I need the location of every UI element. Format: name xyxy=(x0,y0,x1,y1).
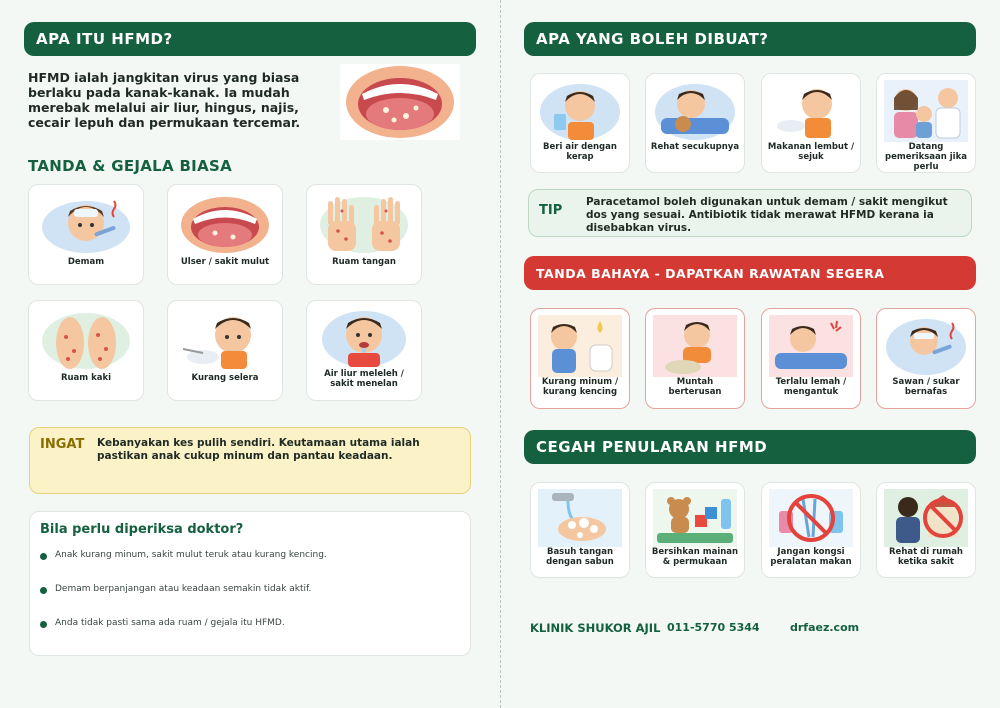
danger-card-vomiting xyxy=(645,308,745,409)
prevent-card-no-sharing xyxy=(761,482,861,578)
sign-card-appetite xyxy=(167,300,283,401)
lethargy-icon xyxy=(769,315,853,377)
danger-signs-title: TANDA BAHAYA - DAPATKAN RAWATAN SEGERA xyxy=(536,265,885,281)
prevent-card-stay-home xyxy=(876,482,976,578)
do-card-soft-food xyxy=(761,73,861,173)
signs-title: TANDA & GEJALA BIASA xyxy=(28,157,232,175)
bullet-icon xyxy=(40,587,47,594)
hand-rash-icon xyxy=(316,191,412,257)
see-doctor-list xyxy=(40,550,327,652)
sign-card-mouth xyxy=(167,184,283,285)
what-is-hfmd-title: APA ITU HFMD? xyxy=(36,30,173,48)
do-label: Makanan lembut / sejuk xyxy=(767,142,855,162)
handwash-icon xyxy=(538,489,622,547)
bullet-icon xyxy=(40,621,47,628)
sign-label: Ulser / sakit mulut xyxy=(180,257,270,267)
prevent-card-clean-toys xyxy=(645,482,745,578)
rest-icon xyxy=(653,80,737,142)
danger-card-seizure xyxy=(876,308,976,409)
page-divider xyxy=(500,0,501,708)
clinic-website: drfaez.com xyxy=(790,621,860,634)
clinic-name: KLINIK SHUKOR AJIL xyxy=(530,621,661,635)
prevent-label: Basuh tangan dengan sabun xyxy=(546,547,614,567)
bullet-icon xyxy=(40,553,47,560)
doctor-visit-icon xyxy=(884,80,968,142)
prevent-label: Bersihkan mainan & permukaan xyxy=(651,547,739,567)
remember-text: Kebanyakan kes pulih sendiri. Keutamaan utama ialah pastikan anak cukup minum dan pantau keadaan. xyxy=(97,437,420,462)
sign-label: Ruam kaki xyxy=(60,373,112,383)
sign-card-hand-rash xyxy=(306,184,422,285)
what-to-do-title: APA YANG BOLEH DIBUAT? xyxy=(536,30,769,48)
see-doctor-box xyxy=(29,511,471,656)
danger-label: Kurang minum / kurang kencing xyxy=(541,377,619,397)
vomiting-icon xyxy=(653,315,737,377)
sign-card-foot-rash xyxy=(28,300,144,401)
list-item: Demam berpanjangan atau keadaan semakin tidak aktif. xyxy=(40,584,327,618)
do-label: Rehat secukupnya xyxy=(650,142,740,152)
sign-label: Ruam tangan xyxy=(332,257,396,267)
do-card-rest xyxy=(645,73,745,173)
clinic-phone: 011-5770 5344 xyxy=(667,621,760,634)
do-label: Datang pemeriksaan jika perlu xyxy=(885,142,967,172)
drink-water-icon xyxy=(538,80,622,142)
prevent-label: Rehat di rumah ketika sakit xyxy=(889,547,963,567)
danger-card-lethargy xyxy=(761,308,861,409)
no-sharing-utensils-icon xyxy=(769,489,853,547)
tip-tag: TIP xyxy=(539,203,563,218)
do-card-doctor xyxy=(876,73,976,173)
danger-label: Sawan / sukar bernafas xyxy=(892,377,960,397)
sign-card-drooling xyxy=(306,300,422,401)
list-item: Anda tidak pasti sama ada ruam / gejala itu HFMD. xyxy=(40,618,327,652)
mouth-ulcer-icon xyxy=(177,191,273,257)
intro-text: HFMD ialah jangkitan virus yang biasa berlaku pada kanak-kanak. Ia mudah merebak melalui air liur, hingus, najis, cecair lepuh dan permukaan tercemar. xyxy=(28,70,301,130)
do-label: Beri air dengan kerap xyxy=(543,142,617,162)
tip-text: Paracetamol boleh digunakan untuk demam / sakit mengikut dos yang sesuai. Antibiotik tidak merawat HFMD kerana ia disebabkan virus. xyxy=(586,196,948,234)
foot-rash-icon xyxy=(38,307,134,373)
sign-label: Kurang selera xyxy=(191,373,259,383)
see-doctor-title: Bila perlu diperiksa doktor? xyxy=(40,522,244,537)
fever-child-icon xyxy=(38,191,134,257)
remember-note xyxy=(29,427,471,494)
tip-note xyxy=(528,189,972,237)
stay-home-icon xyxy=(884,489,968,547)
prevent-label: Jangan kongsi peralatan makan xyxy=(770,547,852,567)
low-urine-icon xyxy=(538,315,622,377)
clean-toys-icon xyxy=(653,489,737,547)
danger-card-low-urine xyxy=(530,308,630,409)
sign-label: Air liur meleleh / sakit menelan xyxy=(324,369,404,389)
sign-label: Demam xyxy=(67,257,105,267)
remember-tag: INGAT xyxy=(40,437,85,452)
do-card-water xyxy=(530,73,630,173)
prevent-title: CEGAH PENULARAN HFMD xyxy=(536,438,768,456)
danger-label: Terlalu lemah / mengantuk xyxy=(775,377,847,397)
list-item: Anak kurang minum, sakit mulut teruk atau kurang kencing. xyxy=(40,550,327,584)
soft-food-icon xyxy=(769,80,853,142)
prevent-card-handwash xyxy=(530,482,630,578)
prevent-header xyxy=(524,430,976,464)
what-is-hfmd-header xyxy=(24,22,476,56)
drooling-icon xyxy=(316,307,412,369)
danger-label: Muntah berterusan xyxy=(668,377,722,397)
danger-signs-header xyxy=(524,256,976,290)
sign-card-fever xyxy=(28,184,144,285)
mouth-ulcer-illustration xyxy=(340,64,460,140)
what-to-do-header xyxy=(524,22,976,56)
poor-appetite-icon xyxy=(177,307,273,373)
seizure-icon xyxy=(884,315,968,377)
